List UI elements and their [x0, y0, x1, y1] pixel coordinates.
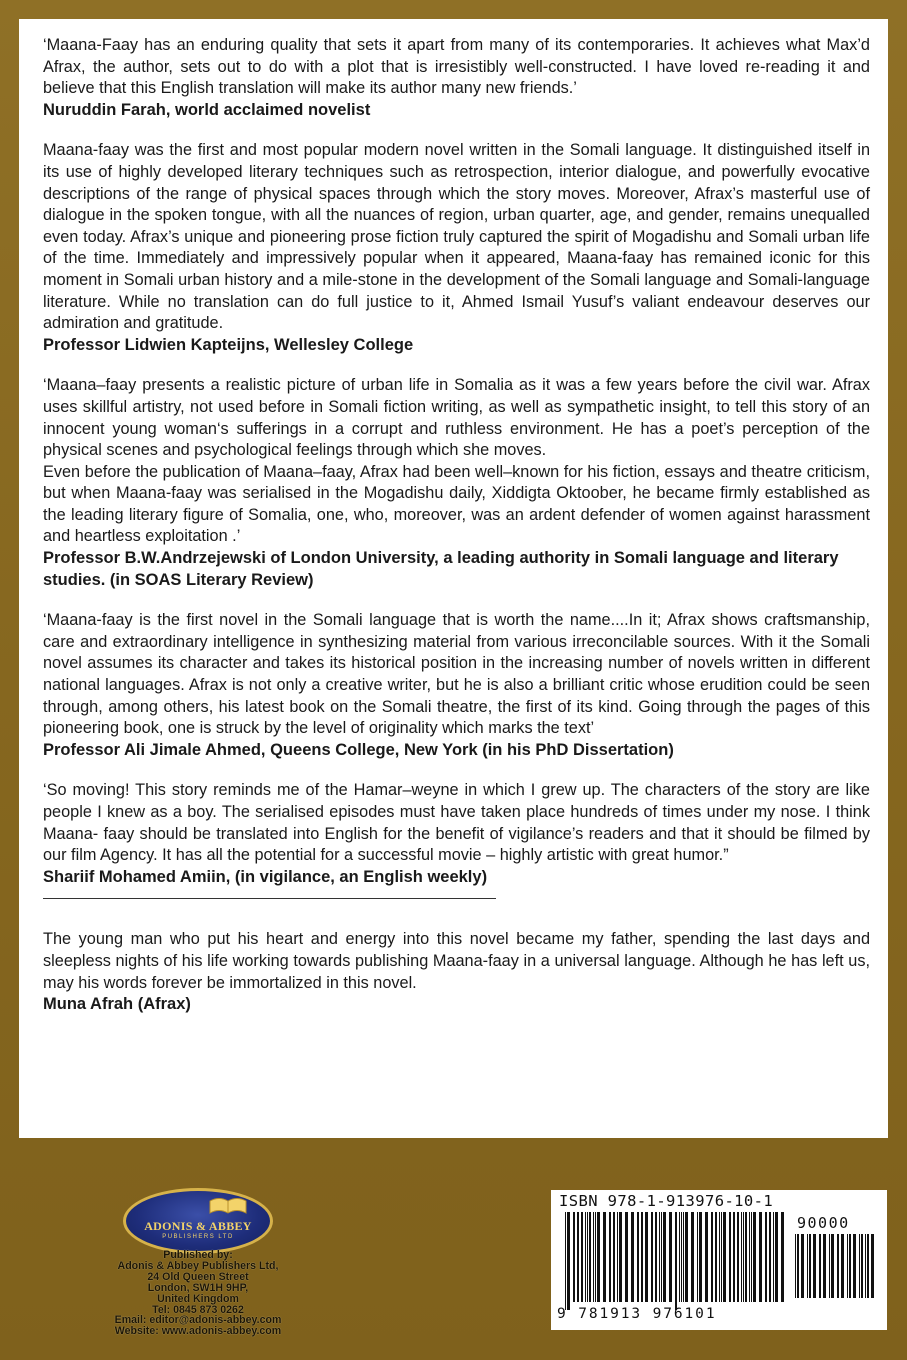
review-quote: ‘Maana-faay is the first novel in the Somali language that is worth the name....In it; Afrax shows craftsmanship, care and extraordinary intelligence in synthesizing material from various irreconcilable sources. With it the Somali novel assumes its character and takes its historical position in the increasing number of novels written in different national languages. Afrax is not only a creative writer, but he is also a brilliant critic whose erudition could be seen through, among others, his latest book on the Somali theatre, the first of its kind. Going through the pages of this pioneering book, one is struck by the level of originality which marks the text’: [43, 611, 870, 738]
barcode-bar: [681, 1212, 682, 1302]
review-attribution: Professor B.W.Andrzejewski of London University, a leading authority in Somali language and literary studies. (in SOAS Literary Review): [43, 549, 839, 589]
barcode-bar: [745, 1212, 747, 1302]
barcode-bar: [603, 1212, 606, 1302]
barcode-bar: [823, 1234, 826, 1298]
barcode-bar: [721, 1212, 722, 1302]
logo-subtitle: PUBLISHERS LTD: [162, 1234, 234, 1240]
barcode-bar: [831, 1234, 834, 1298]
barcode-bar: [567, 1212, 570, 1310]
barcode-bar: [565, 1212, 566, 1310]
barcode-bar: [841, 1234, 844, 1298]
barcode-bar: [585, 1212, 586, 1302]
barcode-bar: [619, 1212, 622, 1302]
dedication-attribution: Muna Afrah (Afrax): [43, 995, 191, 1014]
barcode-bar: [577, 1212, 579, 1302]
barcode-bar: [617, 1212, 618, 1302]
barcode-bar: [595, 1212, 596, 1302]
addon-barcode-bars: [795, 1234, 879, 1320]
barcode-bar: [865, 1234, 866, 1298]
barcode-bar: [829, 1234, 830, 1298]
barcode-bar: [593, 1212, 594, 1302]
barcode-bar: [613, 1212, 615, 1302]
review-ahmed: [43, 610, 870, 761]
barcode-bar: [691, 1212, 694, 1302]
barcode-bar: [871, 1234, 874, 1298]
review-quote: ‘Maana-Faay has an enduring quality that sets it apart from many of its contemporaries. It achieves what Max’d Afrax, the author, sets out to do with a plot that is irresistibly well-constructed. I have loved re-reading it and believe that this English translation will make its author many new friends.’: [43, 36, 870, 98]
publisher-logo: [123, 1188, 273, 1254]
barcode-bar: [729, 1212, 731, 1302]
barcode-bar: [797, 1234, 799, 1298]
barcode-bar: [625, 1212, 628, 1302]
barcode-bar: [715, 1212, 717, 1302]
publisher-line: 24 Old Queen Street: [147, 1270, 249, 1283]
price-code: 90000: [797, 1214, 850, 1232]
barcode-bar: [741, 1212, 742, 1302]
isbn-label: ISBN 978-1-913976-10-1: [559, 1192, 774, 1210]
barcode-bar: [573, 1212, 575, 1302]
barcode-bar: [807, 1234, 808, 1298]
barcode-bar: [581, 1212, 583, 1302]
publisher-address: [95, 1250, 301, 1337]
review-kapteijns: [43, 140, 870, 356]
review-attribution: Professor Lidwien Kapteijns, Wellesley College: [43, 335, 414, 354]
barcode-bar: [651, 1212, 653, 1302]
barcode-bar: [597, 1212, 600, 1302]
review-attribution: Nuruddin Farah, world acclaimed novelist: [43, 100, 371, 119]
isbn-barcode: [551, 1190, 887, 1330]
barcode-bar: [769, 1212, 771, 1302]
barcode-bar: [733, 1212, 735, 1302]
barcode-bar: [775, 1212, 778, 1302]
publisher-line: Tel: 0845 873 0262: [152, 1303, 244, 1316]
barcode-bar: [663, 1212, 666, 1302]
barcode-bar: [679, 1212, 680, 1302]
barcode-bar: [759, 1212, 762, 1302]
review-attribution: Shariif Mohamed Amiin, (in vigilance, an English weekly): [43, 867, 488, 886]
barcode-bar: [705, 1212, 708, 1302]
barcode-bar: [743, 1212, 744, 1302]
barcode-bar: [669, 1212, 672, 1302]
publisher-line: London, SW1H 9HP,: [147, 1281, 249, 1294]
barcode-bar: [631, 1212, 634, 1302]
publisher-line: United Kingdom: [157, 1292, 239, 1305]
ean-digits: 9 781913 976101: [557, 1306, 717, 1322]
barcode-bar: [655, 1212, 657, 1302]
barcode-bar: [861, 1234, 863, 1298]
review-quote-continued: Even before the publication of Maana–faay, Afrax had been well–known for his fiction, essays and theatre criticism, but when Maana-faay was serialised in the Mogadishu daily, Xiddigta Oktoober, he became firmly established as the leading literary figure of Somalia, one, who, moreover, was an ardent defender of women against harassment and heartless exploitation .’: [43, 462, 870, 546]
barcode-bar: [737, 1212, 739, 1302]
back-cover-text-panel: [19, 19, 888, 1138]
publisher-line: Adonis & Abbey Publishers Ltd,: [117, 1259, 279, 1272]
review-farah: [43, 35, 870, 121]
barcode-bar: [723, 1212, 726, 1302]
barcode-bar: [801, 1234, 804, 1298]
review-amiin: [43, 780, 870, 888]
barcode-bar: [661, 1212, 662, 1302]
barcode-bar: [645, 1212, 648, 1302]
barcode-bar: [819, 1234, 821, 1298]
review-andrzejewski: [43, 375, 870, 591]
barcode-bar: [609, 1212, 611, 1302]
logo-name: ADONIS & ABBEY: [144, 1219, 252, 1233]
publisher-line: Email: editor@adonis-abbey.com: [114, 1314, 282, 1327]
barcode-bar: [859, 1234, 860, 1298]
barcode-bar: [641, 1212, 643, 1302]
publisher-block: [95, 1180, 355, 1340]
barcode-bar: [711, 1212, 713, 1302]
dedication-text: The young man who put his heart and energy into this novel became my father, spending the last days and sleepless nights of his life working towards publishing Maana-faay in a universal language. Although he has left us, may his words forever be immortalized in this novel.: [43, 930, 870, 992]
open-book-icon: [208, 1195, 248, 1217]
ean-barcode-bars: [565, 1212, 787, 1310]
barcode-bar: [749, 1212, 750, 1302]
barcode-bar: [853, 1234, 856, 1298]
barcode-bar: [587, 1212, 588, 1302]
barcode-bar: [637, 1212, 639, 1302]
barcode-bar: [849, 1234, 851, 1298]
review-quote: ‘Maana–faay presents a realistic picture of urban life in Somalia as it was a few years before the civil war. Afrax uses skillful artistry, not used before in Somali fiction writing, as well as sympathetic insight, to tell this story of an innocent young woman‘s sufferings in a corrupt and ruthless environment. He has a poet’s perception of the physical scenes and psychological feelings through which she moves.: [43, 376, 870, 460]
review-quote: Maana-faay was the first and most popular modern novel written in the Somali language. It distinguished itself in its use of highly developed literary techniques such as retrospection, interior dialogue, and powerfully evocative descriptions of the range of physical spaces through which the story moves. Moreover, Afrax’s masterful use of dialogue in the spoken tongue, with all the nuances of region, urban quarter, age, and gender, remains unequalled even today. Afrax’s unique and pioneering prose fiction truly captured the spirit of Mogadishu and Somali urban life of the time. Immediately and impressively popular when it appeared, Maana-faay has remained iconic for this moment in Somali urban history and a mile-stone in the development of the Somali language and Somali-language literature. While no translation can do full justice to it, Ahmed Ismail Yusuf’s valiant endeavour deserves our admiration and gratitude.: [43, 141, 870, 333]
barcode-bar: [837, 1234, 839, 1298]
barcode-bar: [751, 1212, 752, 1302]
section-divider: [43, 898, 496, 899]
publisher-line: Published by:: [163, 1249, 233, 1261]
review-attribution: Professor Ali Jimale Ahmed, Queens College, New York (in his PhD Dissertation): [43, 740, 674, 759]
barcode-bar: [781, 1212, 784, 1302]
barcode-bar: [795, 1234, 796, 1298]
barcode-bar: [847, 1234, 848, 1298]
barcode-bar: [773, 1212, 774, 1302]
publisher-line: Website: www.adonis-abbey.com: [114, 1325, 282, 1338]
review-quote: ‘So moving! This story reminds me of the Hamar–weyne in which I grew up. The characters of the story are like people I knew as a boy. The serialised episodes must have taken place hundreds of times under my nose. I think Maana- faay should be translated into English for the benefit of vigilance’s readers and that it should be filmed by our film Agency. It has all the potential for a successful movie – highly artistic with great humor.”: [43, 781, 870, 865]
barcode-bar: [699, 1212, 702, 1302]
barcode-bar: [765, 1212, 767, 1302]
barcode-bar: [659, 1212, 660, 1302]
barcode-bar: [697, 1212, 698, 1302]
barcode-bar: [719, 1212, 720, 1302]
barcode-bar: [813, 1234, 816, 1298]
dedication: [43, 929, 870, 1015]
barcode-bar: [685, 1212, 688, 1302]
barcode-bar: [589, 1212, 591, 1302]
barcode-bar: [683, 1212, 684, 1302]
barcode-bar: [753, 1212, 756, 1302]
barcode-bar: [867, 1234, 869, 1298]
barcode-bar: [809, 1234, 811, 1298]
barcode-bar: [675, 1212, 677, 1310]
